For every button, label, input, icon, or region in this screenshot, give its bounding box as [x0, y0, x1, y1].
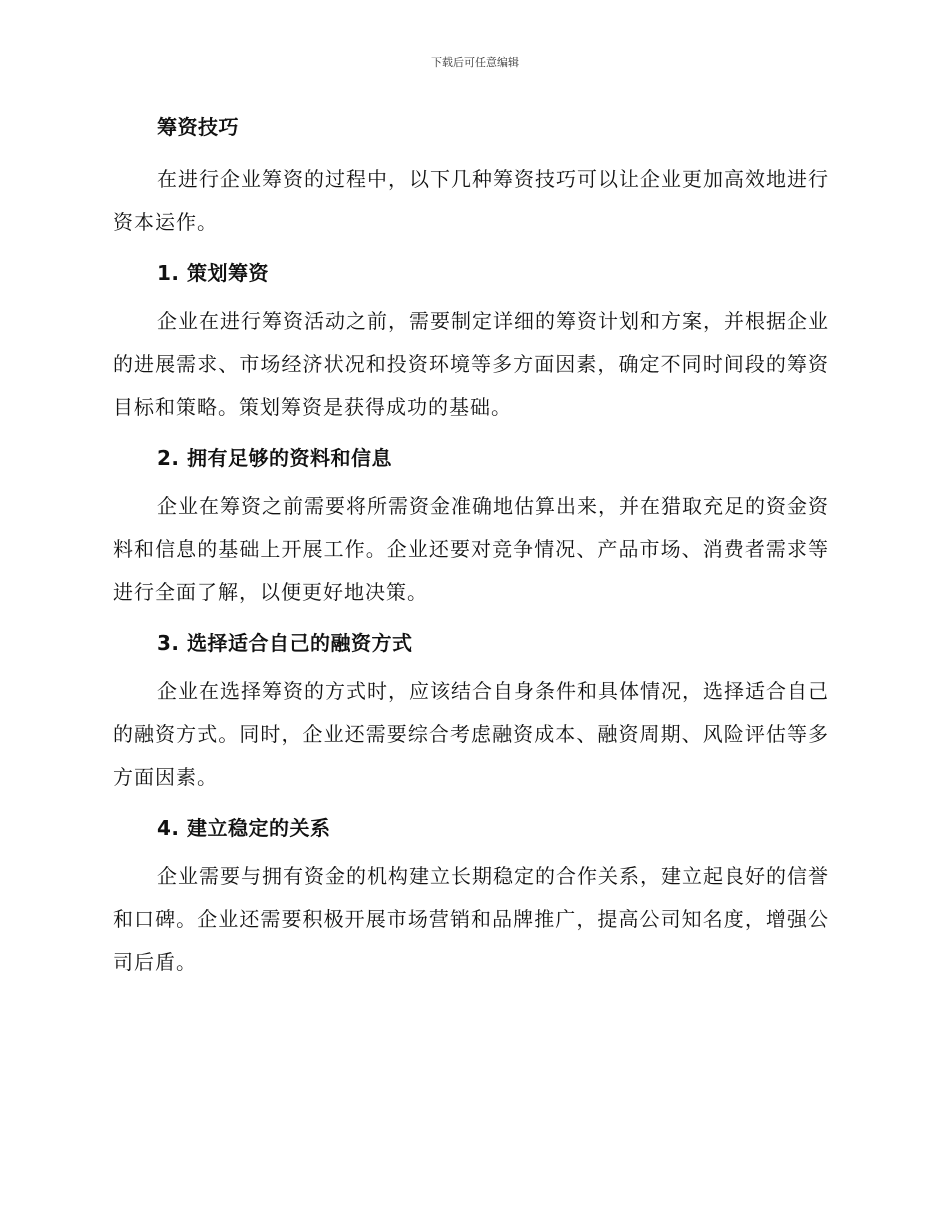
section-paragraph-1: 企业在进行筹资活动之前，需要制定详细的筹资计划和方案，并根据企业的进展需求、市场经济状况和投资环境等多方面因素，确定不同时间段的筹资目标和策略。策划筹资是获得成功的基础。: [113, 309, 829, 419]
section-paragraph-2: 企业在筹资之前需要将所需资金准确地估算出来，并在猎取充足的资金资料和信息的基础上开展工作。企业还要对竞争情况、产品市场、消费者需求等进行全面了解，以便更好地决策。: [113, 494, 829, 604]
intro-paragraph: 在进行企业筹资的过程中，以下几种筹资技巧可以让企业更加高效地进行资本运作。: [113, 167, 829, 234]
section-heading-4: 4. 建立稳定的关系: [157, 816, 331, 840]
section-heading-2: 2. 拥有足够的资料和信息: [157, 446, 392, 470]
section-heading-3: 3. 选择适合自己的融资方式: [157, 631, 413, 655]
document-body: [113, 108, 829, 984]
header-note: 下载后可任意编辑: [431, 56, 519, 69]
section-paragraph-3: 企业在选择筹资的方式时，应该结合自身条件和具体情况，选择适合自己的融资方式。同时，企业还需要综合考虑融资成本、融资周期、风险评估等多方面因素。: [113, 679, 829, 789]
section-paragraph-4: 企业需要与拥有资金的机构建立长期稳定的合作关系，建立起良好的信誉和口碑。企业还需要积极开展市场营销和品牌推广，提高公司知名度，增强公司后盾。: [113, 864, 829, 974]
document-title: 筹资技巧: [157, 115, 239, 139]
section-heading-1: 1. 策划筹资: [157, 261, 269, 285]
